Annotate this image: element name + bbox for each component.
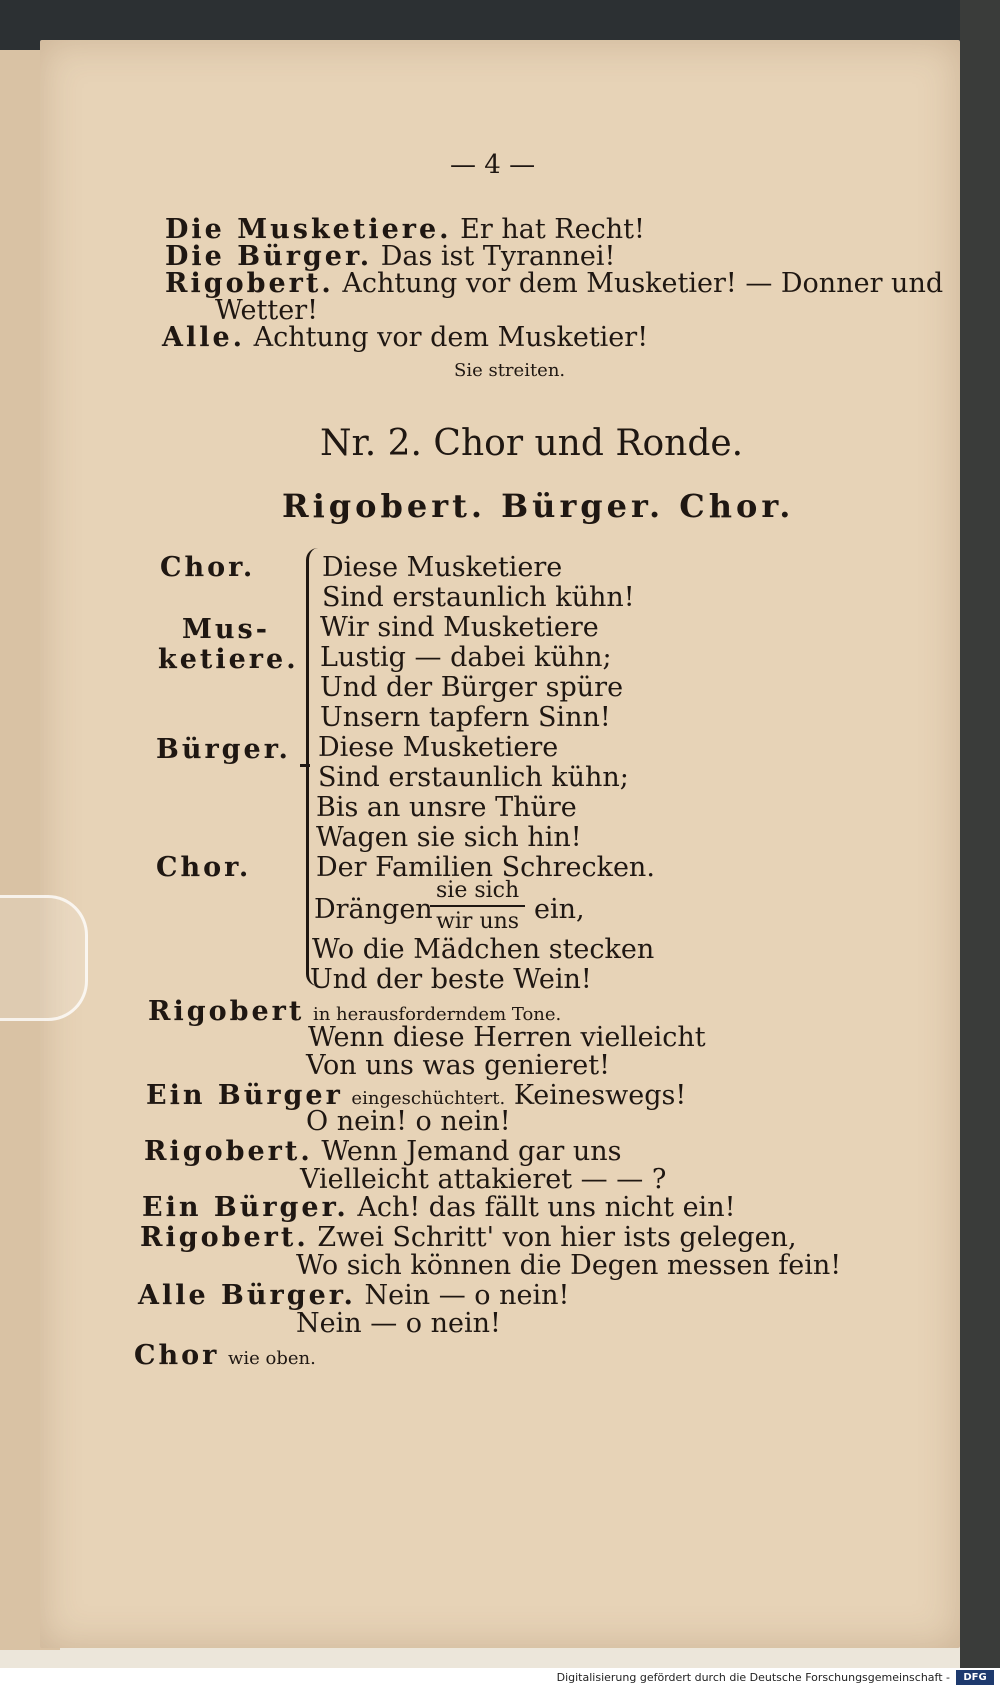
verse-line: Diese Musketiere: [318, 732, 559, 763]
dialogue-line: Wo sich können die Degen messen fein!: [296, 1250, 842, 1281]
verse-line: Wo die Mädchen stecken: [312, 934, 655, 965]
speaker: Rigobert.: [140, 1222, 309, 1253]
line-text: Achtung vor dem Musketier!: [253, 322, 649, 353]
speaker: Chor: [134, 1340, 220, 1371]
stage-direction: wie oben.: [227, 1348, 316, 1369]
clip-tab: [0, 895, 88, 1021]
speaker: Die Bürger.: [165, 241, 373, 272]
verse-line: Sind erstaunlich kühn;: [318, 762, 629, 793]
dialogue-line: [165, 270, 943, 297]
page-number: — 4 —: [450, 150, 536, 180]
dfg-logo: DFG: [956, 1670, 994, 1685]
dialogue-line: [142, 1194, 735, 1221]
verse-line: Lustig — dabei kühn;: [320, 642, 612, 673]
stage-direction: eingeschüchtert.: [351, 1088, 506, 1109]
speaker: Ein Bürger.: [142, 1192, 349, 1223]
stage-direction: Sie streiten.: [454, 360, 566, 381]
dialogue-line: [140, 1224, 797, 1251]
characters-line: Rigobert. Bürger. Chor.: [282, 487, 795, 525]
line-text: Zwei Schritt' von hier ists gelegen,: [317, 1222, 797, 1253]
line-text: Wetter!: [215, 295, 318, 326]
brace-point: [300, 764, 310, 777]
line-text: Er hat Recht!: [460, 214, 645, 245]
book-binding-edge: [960, 0, 1000, 1668]
verse-line: Diese Musketiere: [322, 552, 563, 583]
line-text: Nein — o nein!: [364, 1280, 570, 1311]
dialogue-line: Von uns was genieret!: [306, 1050, 610, 1081]
dialogue-line: Wenn diese Herren vielleicht: [308, 1022, 706, 1053]
dialogue-line: [146, 1082, 686, 1109]
verse-line: Und der Bürger spüre: [320, 672, 624, 703]
verse-line: Der Familien Schrecken.: [316, 852, 655, 883]
speaker: Alle Bürger.: [138, 1280, 356, 1311]
dialogue-line: O nein! o nein!: [306, 1106, 511, 1137]
line-text: Achtung vor dem Musketier! — Donner und: [342, 268, 944, 299]
section-title: Nr. 2. Chor und Ronde.: [320, 423, 744, 464]
fraction-numerator: sie sich: [430, 878, 525, 907]
speaker: Die Musketiere.: [165, 214, 452, 245]
verse-line: Unsern tapfern Sinn!: [320, 702, 611, 733]
dialogue-line: Vielleicht attakieret — — ?: [300, 1164, 667, 1195]
dialogue-line: [148, 998, 561, 1025]
digitization-footer: [0, 1668, 1000, 1688]
verse-line: Wir sind Musketiere: [320, 612, 599, 643]
line-text: Das ist Tyrannei!: [380, 241, 616, 272]
brace-speaker: Bürger.: [156, 734, 291, 765]
dialogue-line: [165, 243, 615, 270]
line-text: Wenn Jemand gar uns: [321, 1136, 622, 1167]
brace-speaker: Chor.: [156, 852, 252, 883]
choice-fraction: [430, 878, 525, 934]
speaker: Rigobert.: [144, 1136, 313, 1167]
speaker: Rigobert: [148, 996, 305, 1027]
dialogue-line: [162, 324, 648, 351]
stage-direction: in herausforderndem Tone.: [312, 1004, 562, 1025]
brace-speaker: Chor.: [160, 552, 256, 583]
verse-line-draengen-before: Drängen: [314, 894, 433, 925]
dialogue-line: [134, 1342, 316, 1369]
brace-speaker: Mus-: [182, 614, 270, 645]
dialogue-line: [165, 216, 645, 243]
dialogue-line: [215, 297, 318, 324]
line-text: Ach! das fällt uns nicht ein!: [357, 1192, 736, 1223]
fraction-denominator: wir uns: [436, 909, 520, 934]
verse-line: Sind erstaunlich kühn!: [322, 582, 635, 613]
brace-speaker: ketiere.: [158, 644, 299, 675]
line-text: Keineswegs!: [513, 1080, 687, 1111]
speaker: Rigobert.: [165, 268, 334, 299]
footer-credit: Digitalisierung gefördert durch die Deutsche Forschungsgemeinschaft -: [556, 1671, 950, 1684]
dialogue-line: Nein — o nein!: [296, 1308, 501, 1339]
verse-line: Bis an unsre Thüre: [316, 792, 577, 823]
verse-line: Wagen sie sich hin!: [316, 822, 582, 853]
dialogue-line: [138, 1282, 569, 1309]
speaker: Ein Bürger: [146, 1080, 343, 1111]
dialogue-line: [144, 1138, 622, 1165]
verse-line: Und der beste Wein!: [310, 964, 592, 995]
verse-line-draengen-after: ein,: [534, 894, 585, 925]
speaker: Alle.: [162, 322, 246, 353]
